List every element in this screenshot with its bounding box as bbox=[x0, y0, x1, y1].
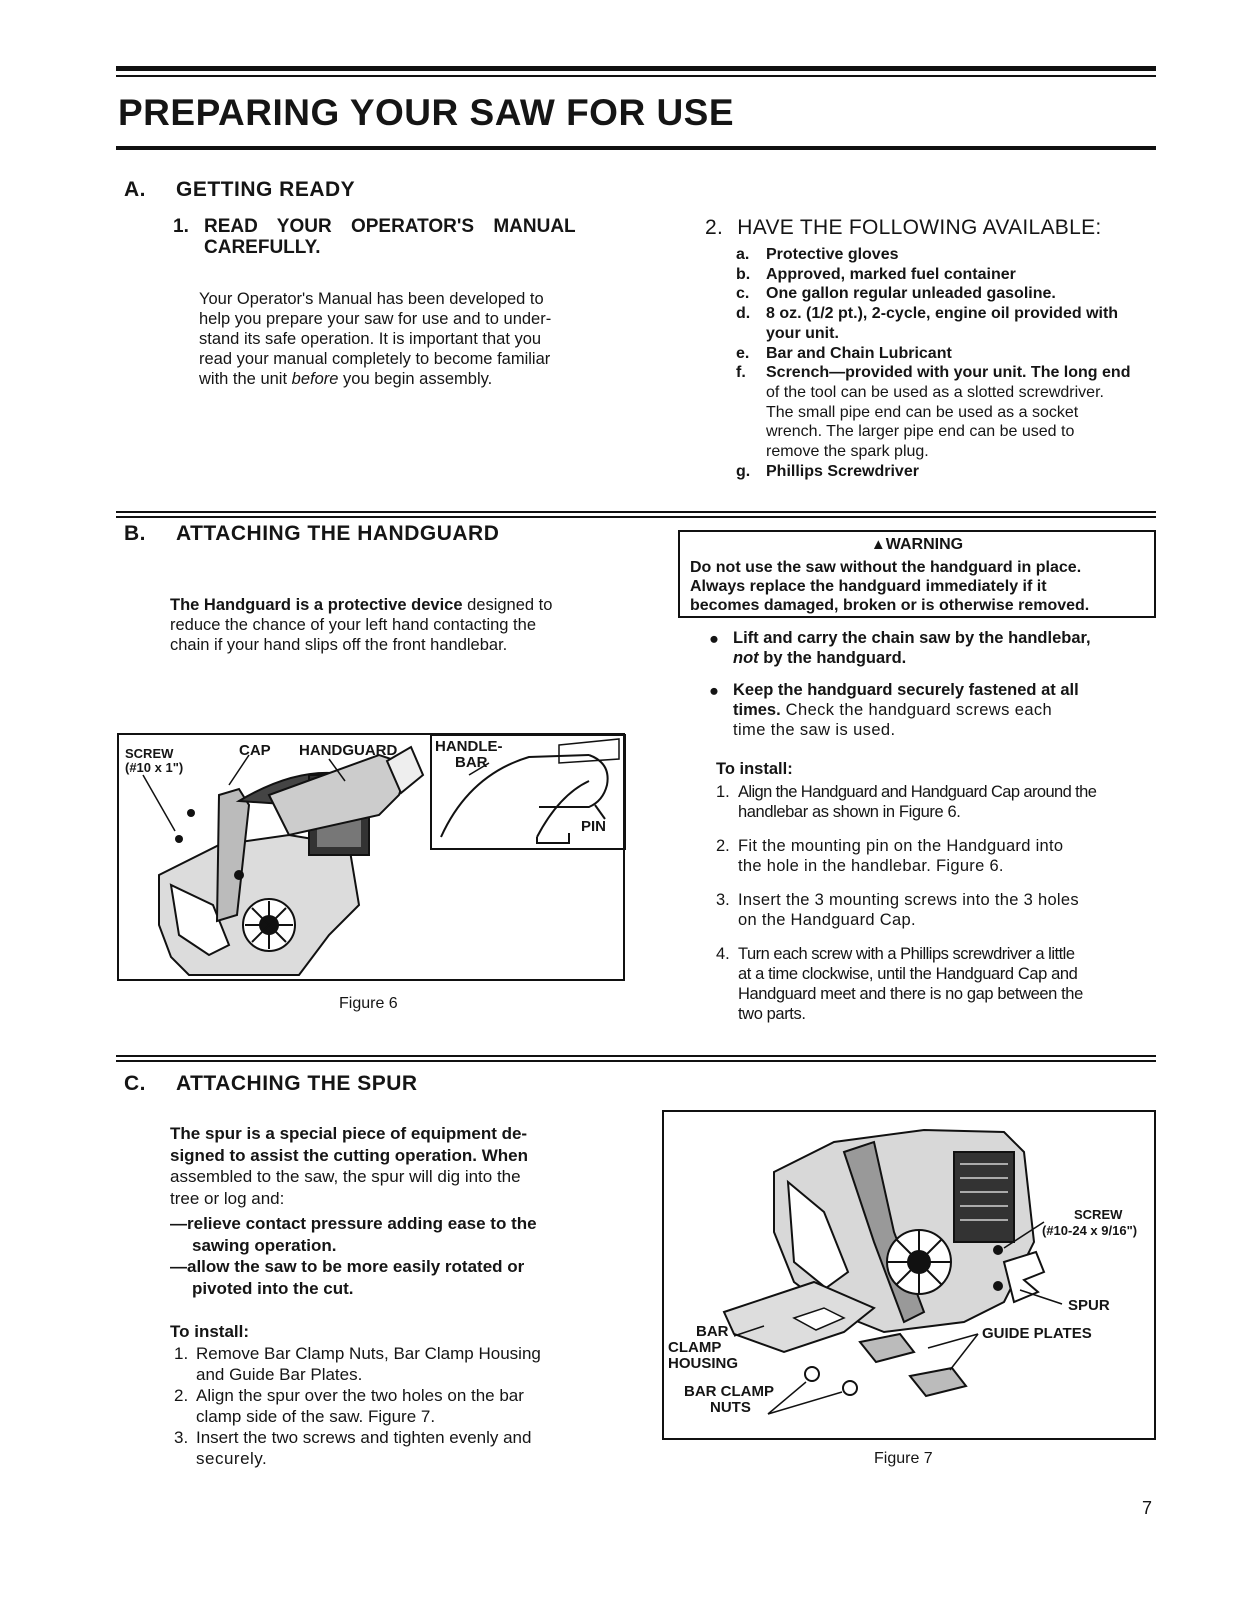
a1-body-text: with the unit bbox=[199, 370, 292, 388]
fig6-label-screw: SCREW bbox=[125, 746, 174, 761]
b-intro-bold: The Handguard is a protective device bbox=[170, 596, 463, 614]
fig7-label-bar-clamp: BAR CLAMP bbox=[684, 1383, 774, 1400]
list-label: f. bbox=[736, 364, 746, 382]
a1-body-line: help you prepare your saw for use and to under- bbox=[199, 310, 552, 328]
c-intro-text: When bbox=[476, 1145, 528, 1165]
section-a-letter: A. bbox=[124, 178, 146, 201]
list-text: remove the spark plug. bbox=[766, 443, 929, 461]
step-label: 2. bbox=[174, 1386, 189, 1405]
a1-body bbox=[199, 289, 629, 389]
list-item bbox=[736, 363, 1156, 462]
c-intro-bold: signed to assist the cutting operation. bbox=[170, 1145, 477, 1165]
step-text: Turn each screw with a Phillips screwdriver a little bbox=[738, 945, 1075, 963]
section-b-letter: B. bbox=[124, 522, 146, 545]
bullet-emphasis: not bbox=[733, 649, 759, 667]
a1-body-last-line bbox=[199, 369, 629, 389]
fig7-label-bar: BAR bbox=[696, 1323, 729, 1340]
list-text: One gallon regular unleaded gasoline. bbox=[766, 285, 1056, 303]
list-text: The small pipe end can be used as a socket bbox=[766, 403, 1079, 421]
fig6-label-bar: BAR bbox=[455, 754, 488, 771]
section-c-letter: C. bbox=[124, 1072, 146, 1095]
list-text: your unit. bbox=[766, 324, 839, 342]
bullet-text: Check the handguard screws each bbox=[780, 701, 1053, 719]
list-item bbox=[736, 284, 1156, 304]
a1-title-line2: CAREFULLY. bbox=[204, 237, 321, 258]
list-text: Phillips Screwdriver bbox=[766, 462, 919, 480]
figure-7 bbox=[662, 1110, 1156, 1440]
bullet-text: Keep the handguard securely fastened at all bbox=[733, 681, 1079, 699]
bullet-text: by the handguard. bbox=[758, 649, 907, 667]
dash-text: pivoted into the cut. bbox=[192, 1278, 354, 1298]
fig7-label-screw-size: (#10-24 x 9/16") bbox=[1042, 1223, 1138, 1238]
warning-heading bbox=[680, 536, 1154, 554]
section-b-title: ATTACHING THE HANDGUARD bbox=[176, 522, 500, 545]
list-label: g. bbox=[736, 462, 751, 480]
step-label: 3. bbox=[716, 891, 730, 909]
page-number: 7 bbox=[1142, 1498, 1153, 1518]
bullet-text: time the saw is used. bbox=[733, 721, 896, 739]
section-a-heading bbox=[124, 178, 355, 202]
section-b-rule-2 bbox=[116, 516, 1156, 518]
a1-number: 1. bbox=[173, 216, 189, 237]
dash-text: —allow the saw to be more easily rotated or bbox=[170, 1257, 525, 1276]
list-label: b. bbox=[736, 265, 751, 283]
fig6-label-cap: CAP bbox=[239, 742, 271, 759]
warning-line: Do not use the saw without the handguard in place. bbox=[690, 559, 1082, 576]
bullet-text: Lift and carry the chain saw by the handlebar, bbox=[733, 629, 1091, 647]
fig7-label-screw: SCREW bbox=[1074, 1207, 1123, 1222]
fig6-label-pin: PIN bbox=[581, 818, 607, 835]
step-text: Handguard meet and there is no gap between the bbox=[738, 985, 1083, 1003]
a1-title-line1: READ YOUR OPERATOR'S MANUAL bbox=[204, 216, 576, 237]
list-item bbox=[736, 344, 1156, 364]
section-c-rule bbox=[116, 1055, 1156, 1057]
a1-body-line: read your manual completely to become familiar bbox=[199, 350, 551, 368]
fig7-label-housing: HOUSING bbox=[668, 1355, 739, 1372]
a2-heading bbox=[705, 216, 1102, 240]
list-label: e. bbox=[736, 344, 750, 362]
bullet-item bbox=[705, 628, 1160, 668]
b-intro-line bbox=[170, 595, 630, 615]
c-intro-line: assembled to the saw, the spur will dig into the bbox=[170, 1167, 521, 1186]
bullet-bold: times. bbox=[733, 701, 781, 719]
c-steps bbox=[174, 1343, 634, 1469]
section-c-heading bbox=[124, 1072, 418, 1096]
list-label: c. bbox=[736, 285, 750, 303]
step-item bbox=[174, 1427, 634, 1469]
figure-6 bbox=[117, 733, 625, 981]
step-label: 1. bbox=[174, 1344, 189, 1363]
a1-heading bbox=[173, 216, 623, 258]
fig7-label-spur: SPUR bbox=[1068, 1297, 1110, 1314]
step-text: Align the spur over the two holes on the bar bbox=[196, 1386, 524, 1405]
step-text: two parts. bbox=[738, 1005, 806, 1023]
step-text: at a time clockwise, until the Handguard Cap and bbox=[738, 965, 1078, 983]
fig6-label-screw-size: (#10 x 1") bbox=[125, 760, 184, 775]
step-label: 1. bbox=[716, 783, 730, 801]
step-text: Fit the mounting pin on the Handguard into bbox=[738, 837, 1064, 855]
fig7-label-guide-plates: GUIDE PLATES bbox=[982, 1325, 1092, 1342]
bullet-text bbox=[733, 648, 1160, 668]
bullet-item bbox=[705, 680, 1160, 740]
fig6-label-handle: HANDLE- bbox=[435, 738, 503, 755]
list-item bbox=[736, 245, 1156, 265]
step-text: on the Handguard Cap. bbox=[738, 911, 916, 929]
b-intro bbox=[170, 595, 630, 655]
dash-item bbox=[170, 1213, 630, 1256]
dash-text: —relieve contact pressure adding ease to the bbox=[170, 1214, 537, 1233]
list-label: d. bbox=[736, 305, 751, 323]
a1-body-text: you begin assembly. bbox=[338, 370, 493, 388]
figure-6-illustration bbox=[119, 735, 627, 983]
c-intro bbox=[170, 1123, 630, 1299]
b-intro-line: reduce the chance of your left hand contacting the bbox=[170, 616, 536, 634]
top-rule-thick bbox=[116, 66, 1156, 71]
c-install-heading: To install: bbox=[170, 1322, 250, 1341]
fig6-label-handguard: HANDGUARD bbox=[299, 742, 398, 759]
b-intro-text: designed to bbox=[462, 596, 553, 614]
step-text: Insert the 3 mounting screws into the 3 holes bbox=[738, 891, 1079, 909]
a1-body-emphasis: before bbox=[291, 370, 339, 388]
bullet-icon: ● bbox=[709, 682, 719, 700]
section-c-title: ATTACHING THE SPUR bbox=[176, 1072, 418, 1095]
c-intro-line: tree or log and: bbox=[170, 1188, 285, 1208]
list-text: Bar and Chain Lubricant bbox=[766, 344, 952, 362]
a1-body-line: Your Operator's Manual has been developed to bbox=[199, 290, 544, 308]
b-install-heading: To install: bbox=[716, 760, 793, 778]
top-rule-thin bbox=[116, 75, 1156, 77]
step-item bbox=[174, 1385, 634, 1427]
step-label: 2. bbox=[716, 837, 730, 855]
b-steps bbox=[716, 782, 1161, 1024]
fig7-label-clamp: CLAMP bbox=[668, 1339, 722, 1356]
a1-body-line: stand its safe operation. It is important that you bbox=[199, 330, 542, 348]
page-title: PREPARING YOUR SAW FOR USE bbox=[118, 92, 735, 133]
list-item bbox=[736, 304, 1156, 343]
c-intro-line bbox=[170, 1145, 630, 1167]
list-text: Scrench—provided with your unit. The long end bbox=[766, 364, 1131, 382]
c-intro-line: The spur is a special piece of equipment de- bbox=[170, 1124, 528, 1143]
list-text: 8 oz. (1/2 pt.), 2-cycle, engine oil provided with bbox=[766, 305, 1119, 323]
step-text: securely. bbox=[196, 1449, 268, 1468]
title-rule bbox=[116, 146, 1156, 150]
step-text: Insert the two screws and tighten evenly and bbox=[196, 1428, 532, 1447]
list-item bbox=[736, 462, 1156, 482]
step-text: Align the Handguard and Handguard Cap around the bbox=[738, 783, 1097, 801]
warning-line: becomes damaged, broken or is otherwise removed. bbox=[690, 597, 1090, 614]
list-text: Approved, marked fuel container bbox=[766, 265, 1016, 283]
section-a-title: GETTING READY bbox=[176, 178, 356, 201]
section-b-heading bbox=[124, 522, 499, 546]
bullet-icon: ● bbox=[709, 630, 719, 648]
step-item bbox=[716, 944, 1161, 1024]
figure-7-caption: Figure 7 bbox=[874, 1450, 933, 1467]
step-item bbox=[716, 782, 1161, 822]
dash-text: sawing operation. bbox=[192, 1235, 337, 1255]
step-label: 4. bbox=[716, 945, 730, 963]
step-item bbox=[716, 890, 1161, 930]
section-b-rule bbox=[116, 511, 1156, 513]
a2-number: 2. bbox=[705, 216, 724, 239]
list-item bbox=[736, 265, 1156, 285]
step-text: the hole in the handlebar. Figure 6. bbox=[738, 857, 1004, 875]
warning-heading-text: WARNING bbox=[885, 536, 964, 553]
warning-text bbox=[690, 558, 1148, 615]
dash-item bbox=[170, 1256, 630, 1299]
step-text: Remove Bar Clamp Nuts, Bar Clamp Housing bbox=[196, 1344, 541, 1363]
b-bullets bbox=[705, 628, 1160, 740]
list-text: Protective gloves bbox=[766, 246, 899, 263]
figure-6-caption: Figure 6 bbox=[339, 995, 398, 1012]
step-label: 3. bbox=[174, 1428, 189, 1447]
step-item bbox=[174, 1343, 634, 1385]
step-text: clamp side of the saw. Figure 7. bbox=[196, 1407, 436, 1426]
list-label: a. bbox=[736, 246, 750, 263]
bullet-text bbox=[733, 700, 1160, 720]
step-item bbox=[716, 836, 1161, 876]
step-text: handlebar as shown in Figure 6. bbox=[738, 803, 961, 821]
list-text: wrench. The larger pipe end can be used to bbox=[766, 423, 1075, 441]
a2-title: HAVE THE FOLLOWING AVAILABLE: bbox=[737, 216, 1102, 239]
b-intro-line: chain if your hand slips off the front handlebar. bbox=[170, 636, 508, 654]
warning-box bbox=[678, 530, 1156, 618]
step-text: and Guide Bar Plates. bbox=[196, 1365, 363, 1384]
list-text: of the tool can be used as a slotted screwdriver. bbox=[766, 383, 1104, 401]
warning-line: Always replace the handguard immediately if it bbox=[690, 578, 1047, 595]
fig7-label-nuts: NUTS bbox=[710, 1399, 751, 1416]
section-c-rule-2 bbox=[116, 1060, 1156, 1062]
a2-list bbox=[736, 245, 1156, 481]
warning-triangle-icon: ▲ bbox=[870, 536, 886, 553]
